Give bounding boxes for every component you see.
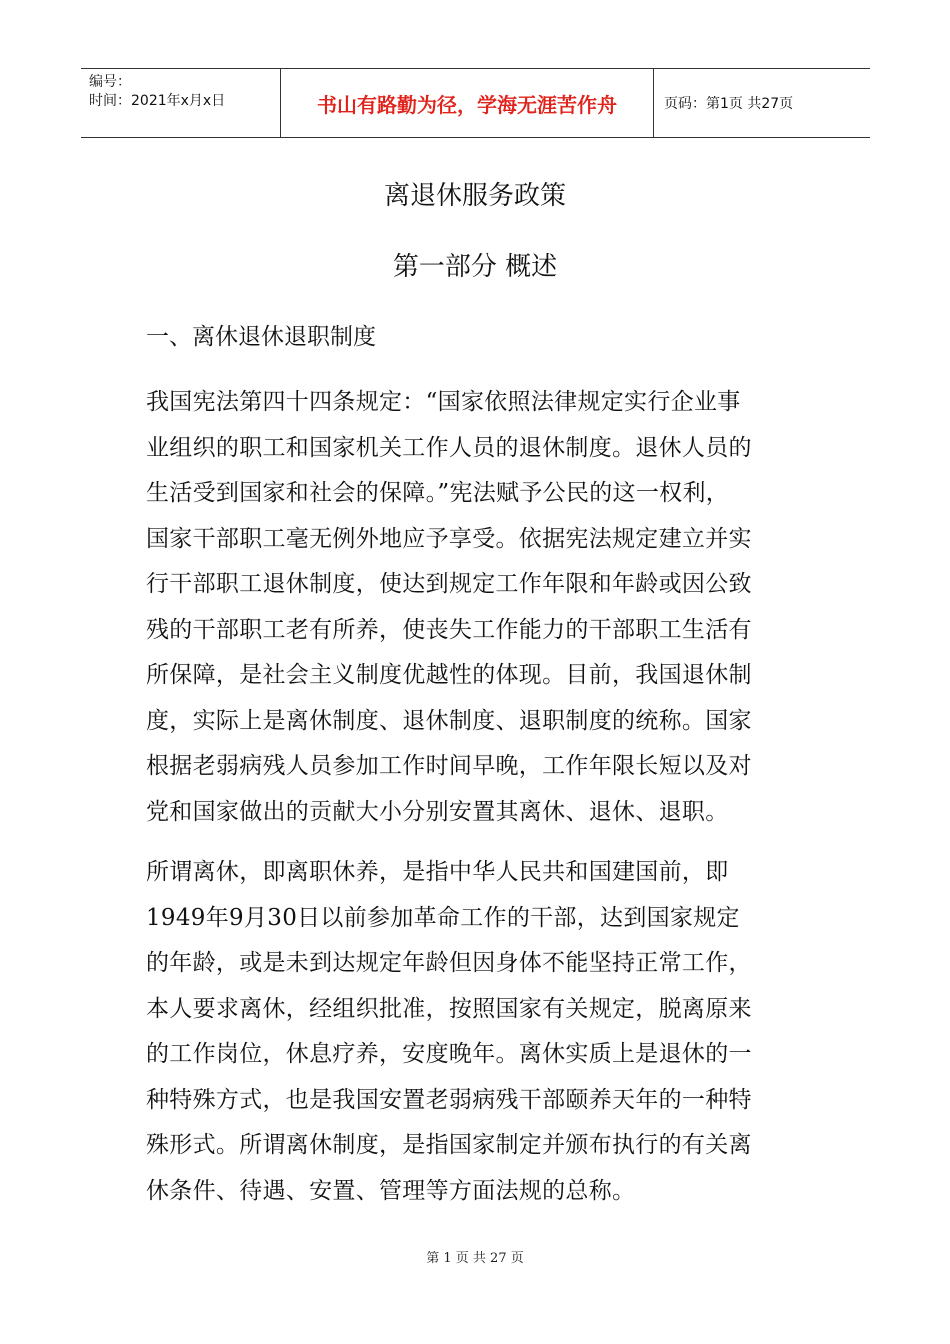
paragraph-line: 种特殊方式，也是我国安置老弱病残干部颐养天年的一种特 [146, 1086, 752, 1113]
paragraph-line: 的年龄，或是未到达规定年龄但因身体不能坚持正常工作， [146, 950, 752, 976]
paragraph-2 [146, 850, 806, 1214]
paragraph-line: 生活受到国家和社会的保障。”宪法赋予公民的这一权利， [146, 480, 730, 506]
paragraph-line: 行干部职工退休制度，使达到规定工作年限和年龄或因公致 [146, 571, 752, 597]
document-date-label: 时间：2021年x月x日 [89, 93, 226, 109]
paragraph-line: 所谓离休，即离职休养，是指中华人民共和国建国前，即 [146, 859, 729, 885]
paragraph-line: 休条件、待遇、安置、管理等方面法规的总称。 [146, 1177, 636, 1204]
page-footer: 第 1 页 共 27 页 [426, 1251, 524, 1266]
paragraph-line: 国家干部职工毫无例外地应予享受。依据宪法规定建立并实 [146, 525, 752, 552]
paragraph-line: 残的干部职工老有所养，使丧失工作能力的干部职工生活有 [146, 616, 752, 643]
paragraph-line: 所保障，是社会主义制度优越性的体现。目前，我国退休制 [146, 662, 752, 688]
document-number-label: 编号： [89, 74, 131, 90]
paragraph-line: 根据老弱病残人员参加工作时间早晚，工作年限长短以及对 [146, 753, 752, 779]
header-table [81, 68, 870, 138]
paragraph-1 [146, 380, 806, 835]
paragraph-line: 殊形式。所谓离休制度，是指国家制定并颁布执行的有关离 [146, 1132, 752, 1158]
document-title: 离退休服务政策 [383, 181, 566, 211]
header-page-info: 页码：第1页 共27页 [664, 96, 794, 112]
paragraph-line: 的工作岗位，休息疗养，安度晚年。离休实质上是退休的一 [146, 1041, 752, 1067]
paragraph-line: 业组织的职工和国家机关工作人员的退休制度。退休人员的 [146, 434, 752, 461]
header-meta-cell [81, 69, 281, 137]
paragraph-line: 党和国家做出的贡献大小分别安置其离休、退休、退职。 [146, 798, 729, 825]
header-motto: 书山有路勤为径，学海无涯苦作舟 [281, 69, 654, 137]
part-title: 第一部分 概述 [392, 252, 558, 282]
paragraph-line: 我国宪法第四十四条规定：“国家依照法律规定实行企业事 [146, 389, 741, 415]
paragraph-line: 本人要求离休，经组织批准，按照国家有关规定，脱离原来 [146, 995, 752, 1022]
paragraph-line: 度，实际上是离休制度、退休制度、退职制度的统称。国家 [146, 707, 752, 734]
paragraph-line: 1949年9月30日以前参加革命工作的干部，达到国家规定 [146, 904, 740, 931]
section-heading: 一、离休退休退职制度 [146, 324, 376, 350]
